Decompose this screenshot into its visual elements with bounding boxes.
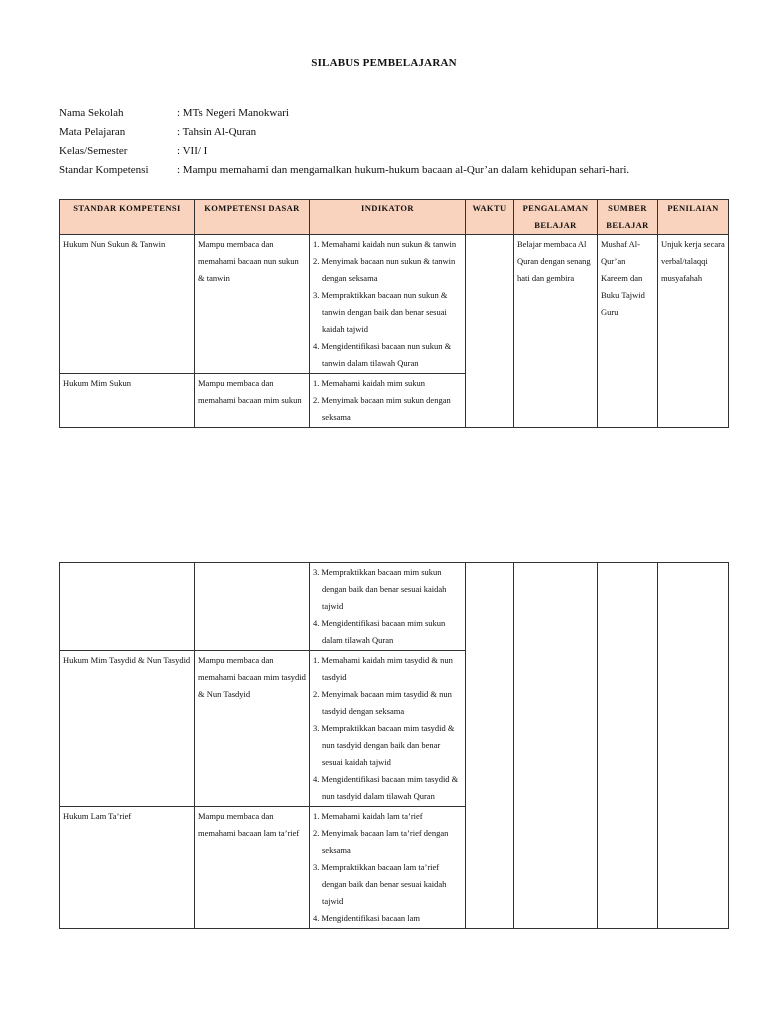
indicator-text: Mempraktikkan bacaan lam ta’rief dengan baik dan benar sesuai kaidah tajwid [321, 862, 447, 906]
info-label: Standar Kompetensi [59, 164, 149, 176]
info-label: Nama Sekolah [59, 107, 124, 119]
document-title: SILABUS PEMBELAJARAN [311, 57, 457, 69]
indicator-item [313, 615, 462, 649]
info-row-subject [59, 123, 629, 142]
indicator-number: 2. [313, 256, 320, 266]
cell-indikator [310, 651, 466, 807]
cell-pengalaman-belajar [514, 563, 598, 929]
info-value: : MTs Negeri Manokwari [177, 107, 289, 119]
indicator-text: Menyimak bacaan lam ta’rief dengan seksama [321, 828, 449, 855]
cell-waktu [466, 235, 514, 428]
indicator-item [313, 564, 462, 615]
cell-standar-kompetensi: Hukum Mim Sukun [60, 374, 195, 428]
indicator-number: 1. [313, 811, 320, 821]
cell-indikator [310, 374, 466, 428]
cell-pengalaman-belajar: Belajar membaca Al Quran dengan senang hati dan gembira [514, 235, 598, 428]
indicator-text: Memahami kaidah mim sukun [321, 378, 426, 388]
table-row [60, 235, 729, 374]
indicator-item [313, 720, 462, 771]
header-kompetensi-dasar: KOMPETENSI DASAR [195, 200, 310, 235]
indicator-item [313, 686, 462, 720]
cell-waktu [466, 563, 514, 929]
indicator-text: Mempraktikkan bacaan mim tasydid & nun tasdyid dengan baik dan benar sesuai kaidah tajwid [321, 723, 455, 767]
indicator-number: 4. [313, 341, 320, 351]
info-label: Mata Pelajaran [59, 126, 126, 138]
header-indikator: INDIKATOR [310, 200, 466, 235]
indicator-number: 2. [313, 395, 320, 405]
indicator-text: Menyimak bacaan mim tasydid & nun tasdyid dengan seksama [321, 689, 452, 716]
indicator-item [313, 253, 462, 287]
indicator-item [313, 652, 462, 686]
indicator-item [313, 859, 462, 910]
document-info [59, 104, 629, 180]
indicator-item [313, 808, 462, 825]
cell-standar-kompetensi: Hukum Nun Sukun & Tanwin [60, 235, 195, 374]
indicator-text: Memahami kaidah mim tasydid & nun tasdyid [321, 655, 453, 682]
indicator-item [313, 771, 462, 805]
info-row-school [59, 104, 629, 123]
cell-kompetensi-dasar [195, 563, 310, 651]
indicator-item [313, 338, 462, 372]
indicator-number: 1. [313, 239, 320, 249]
header-penilaian: PENILAIAN [658, 200, 729, 235]
cell-kompetensi-dasar: Mampu membaca dan memahami bacaan mim sukun [195, 374, 310, 428]
indicator-text: Mempraktikkan bacaan nun sukun & tanwin dengan baik dan benar sesuai kaidah tajwid [321, 290, 448, 334]
indicator-number: 3. [313, 567, 320, 577]
cell-indikator [310, 235, 466, 374]
indicator-number: 2. [313, 828, 320, 838]
header-waktu: WAKTU [466, 200, 514, 235]
cell-indikator [310, 807, 466, 929]
indicator-number: 1. [313, 378, 320, 388]
info-value: : VII/ I [177, 145, 208, 157]
table-row [60, 563, 729, 651]
cell-sumber-belajar [598, 563, 658, 929]
indicator-number: 4. [313, 913, 320, 923]
indicator-text: Mengidentifikasi bacaan nun sukun & tanwin dalam tilawah Quran [321, 341, 452, 368]
cell-indikator [310, 563, 466, 651]
indicator-item [313, 287, 462, 338]
table-header-row [60, 200, 729, 235]
indicator-text: Mengidentifikasi bacaan mim tasydid & nun tasdyid dalam tilawah Quran [321, 774, 459, 801]
indicator-item [313, 392, 462, 426]
info-value: : Mampu memahami dan mengamalkan hukum-hukum bacaan al-Qur’an dalam kehidupan sehari-hari. [177, 164, 630, 176]
indicator-text: Menyimak bacaan mim sukun dengan seksama [321, 395, 451, 422]
indicator-text: Memahami kaidah lam ta’rief [321, 811, 423, 821]
indicator-text: Mengidentifikasi bacaan lam [321, 913, 421, 923]
header-standar-kompetensi: STANDAR KOMPETENSI [60, 200, 195, 235]
indicator-item [313, 236, 462, 253]
indicator-number: 3. [313, 723, 320, 733]
cell-penilaian [658, 563, 729, 929]
indicator-number: 4. [313, 774, 320, 784]
info-row-class [59, 142, 629, 161]
indicator-text: Mempraktikkan bacaan mim sukun dengan baik dan benar sesuai kaidah tajwid [321, 567, 447, 611]
syllabus-table-page-1 [59, 199, 729, 428]
indicator-number: 3. [313, 290, 320, 300]
header-pengalaman-belajar: PENGALAMAN BELAJAR [514, 200, 598, 235]
cell-standar-kompetensi: Hukum Mim Tasydid & Nun Tasydid [60, 651, 195, 807]
indicator-number: 2. [313, 689, 320, 699]
indicator-text: Menyimak bacaan nun sukun & tanwin dengan seksama [321, 256, 456, 283]
cell-kompetensi-dasar: Mampu membaca dan memahami bacaan nun sukun & tanwin [195, 235, 310, 374]
cell-sumber-belajar: Mushaf Al-Qur’an Kareem dan Buku Tajwid Guru [598, 235, 658, 428]
cell-penilaian: Unjuk kerja secara verbal/talaqqi musyafahah [658, 235, 729, 428]
indicator-text: Mengidentifikasi bacaan mim sukun dalam tilawah Quran [321, 618, 446, 645]
info-value: : Tahsin Al-Quran [177, 126, 257, 138]
info-label: Kelas/Semester [59, 145, 128, 157]
indicator-item [313, 825, 462, 859]
cell-standar-kompetensi: Hukum Lam Ta’rief [60, 807, 195, 929]
cell-standar-kompetensi [60, 563, 195, 651]
info-row-competency [59, 161, 629, 180]
syllabus-table-page-2 [59, 562, 729, 929]
indicator-text: Memahami kaidah nun sukun & tanwin [321, 239, 457, 249]
indicator-number: 4. [313, 618, 320, 628]
indicator-item [313, 375, 462, 392]
indicator-number: 3. [313, 862, 320, 872]
indicator-number: 1. [313, 655, 320, 665]
indicator-item [313, 910, 462, 927]
cell-kompetensi-dasar: Mampu membaca dan memahami bacaan mim tasydid & Nun Tasdyid [195, 651, 310, 807]
header-sumber-belajar: SUMBER BELAJAR [598, 200, 658, 235]
cell-kompetensi-dasar: Mampu membaca dan memahami bacaan lam ta’rief [195, 807, 310, 929]
